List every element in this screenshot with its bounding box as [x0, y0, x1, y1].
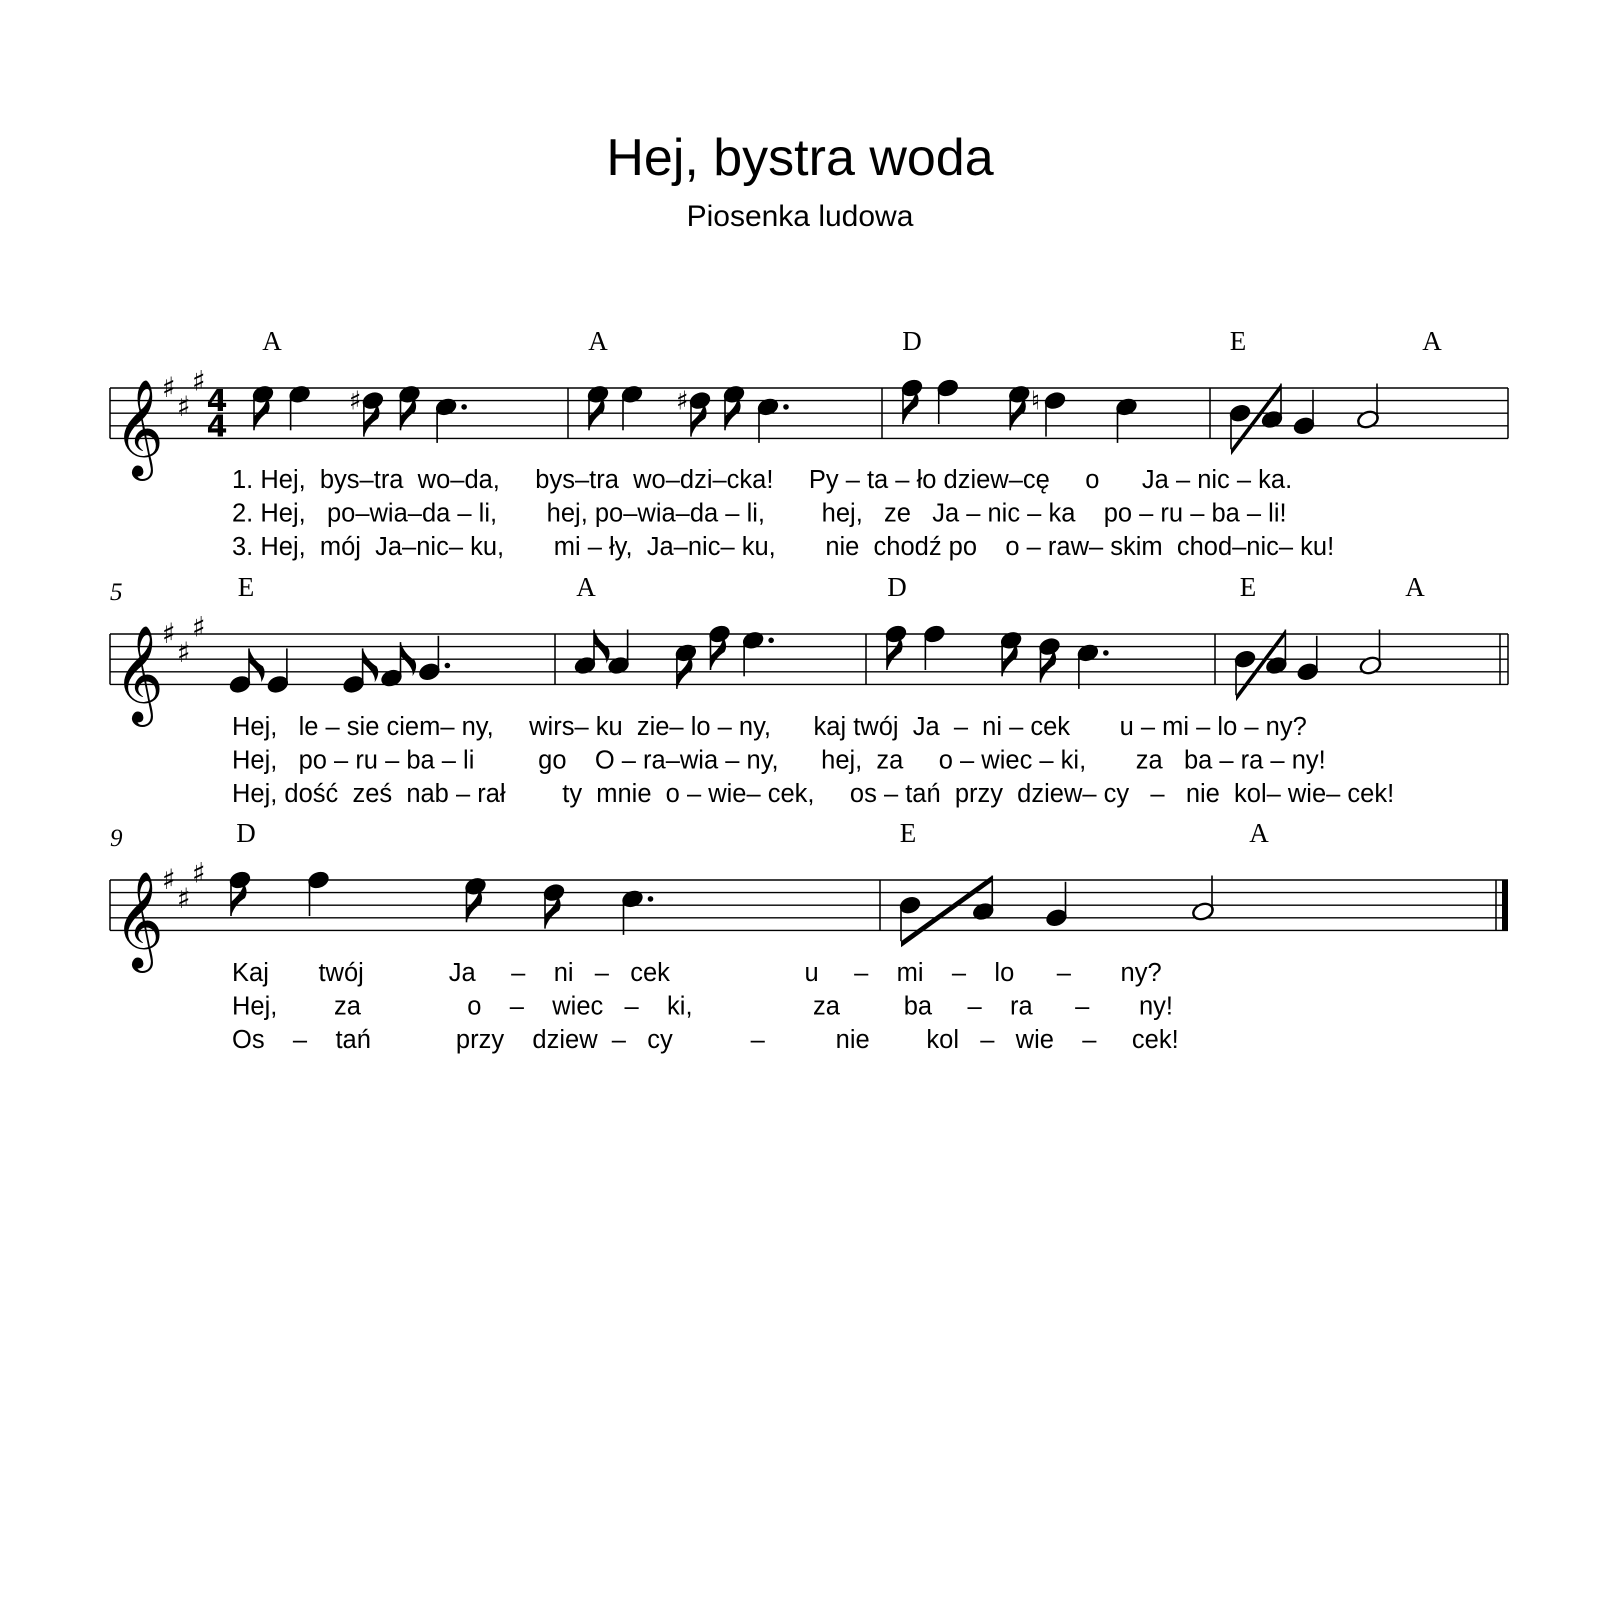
lyric-line: Hej, za o – wiec – ki, za ba – ra – ny!	[232, 992, 1173, 1021]
augmentation-dot	[445, 663, 451, 669]
augmentation-dot	[461, 404, 467, 410]
chord-symbol: D	[887, 572, 907, 602]
chord-symbol: A	[588, 326, 608, 356]
augmentation-dot	[648, 896, 654, 902]
lyric-line: 2. Hej, po–wia–da – li, hej, po–wia–da – li, hej, ze Ja – nic – ka po – ru – ba – li!	[232, 499, 1287, 528]
chord-symbol: D	[902, 326, 922, 356]
lyric-line: Hej, le – sie ciem– ny, wirs– ku zie– lo – ny, kaj twój Ja – ni – cek u – mi – lo – ny?	[232, 713, 1307, 741]
chord-symbol: A	[1422, 326, 1442, 356]
chord-symbol: E	[237, 572, 255, 602]
key-sharp-icon: ♯	[162, 617, 176, 650]
song-subtitle: Piosenka ludowa	[686, 200, 914, 233]
chord-symbol: A	[576, 572, 596, 602]
augmentation-dot	[783, 404, 789, 410]
key-sharp-icon: ♯	[177, 389, 191, 423]
chord-symbol: E	[1239, 572, 1257, 602]
key-sharp-icon: ♯	[177, 635, 191, 669]
chord-symbol: D	[236, 818, 256, 848]
key-sharp-icon: ♯	[192, 364, 206, 398]
treble-clef-icon: 𝄞	[114, 378, 164, 477]
final-barline-thick	[1502, 880, 1508, 930]
eighth-flag-icon	[363, 648, 379, 682]
lyric-line: Kaj twój Ja – ni – cek u – mi – lo – ny?	[232, 959, 1162, 987]
chord-symbol: A	[1249, 818, 1269, 848]
augmentation-dot	[1103, 650, 1109, 656]
lyric-line: 1. Hej, bys–tra wo–da, bys–tra wo–dzi–cka! Py – ta – ło dziew–cę o Ja – nic – ka.	[232, 466, 1293, 494]
measure-number: 5	[110, 579, 123, 606]
measure-number: 9	[110, 825, 123, 852]
lyric-line: Hej, dość ześ nab – rał ty mnie o – wie– cek, os – tań przy dziew– cy – nie kol– wie– cek!	[232, 780, 1395, 808]
treble-clef-icon: 𝄞	[114, 870, 164, 969]
eighth-flag-icon	[249, 648, 265, 682]
time-signature-top: 4	[206, 384, 228, 420]
key-sharp-icon: ♯	[192, 610, 206, 644]
key-sharp-icon: ♯	[177, 881, 191, 915]
sharp-accidental-icon: ♯	[348, 386, 362, 417]
song-title: Hej, bystra woda	[606, 129, 994, 187]
chord-symbol: A	[262, 326, 282, 356]
chord-symbol: A	[1405, 572, 1425, 602]
lyric-line: Os – tań przy dziew – cy – nie kol – wie – cek!	[232, 1026, 1179, 1054]
natural-accidental-icon: ♮	[1031, 386, 1041, 417]
lyric-line: Hej, po – ru – ba – li go O – ra–wia – ny, hej, za o – wiec – ki, za ba – ra – ny!	[232, 746, 1326, 775]
key-sharp-icon: ♯	[192, 856, 206, 890]
time-signature-bottom: 4	[206, 409, 228, 445]
chord-symbol: E	[1229, 326, 1247, 356]
augmentation-dot	[768, 638, 774, 644]
lyric-line: 3. Hej, mój Ja–nic– ku, mi – ły, Ja–nic– ku, nie chodź po o – raw– skim chod–nic– ku!	[232, 533, 1335, 561]
sharp-accidental-icon: ♯	[676, 386, 689, 417]
key-sharp-icon: ♯	[162, 863, 176, 896]
chord-symbol: E	[899, 818, 917, 848]
treble-clef-icon: 𝄞	[114, 624, 164, 723]
key-sharp-icon: ♯	[162, 371, 176, 404]
